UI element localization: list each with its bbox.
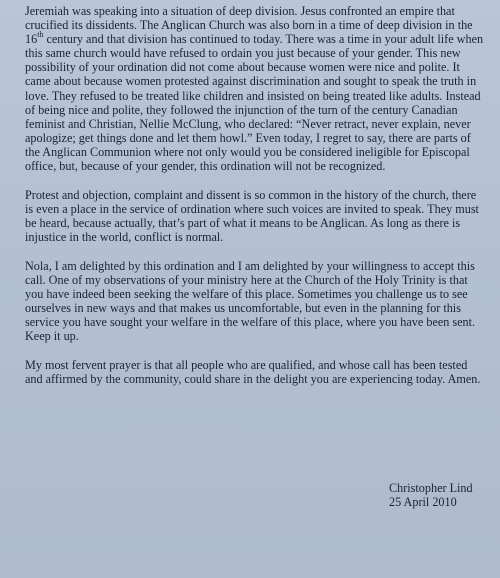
signature-date: 25 April 2010 (389, 495, 457, 510)
letter-body (25, 4, 487, 401)
signature-name: Christopher Lind (389, 481, 473, 495)
paragraph-1 (25, 4, 487, 173)
paragraph-2: Protest and objection, complaint and dissent is so common in the history of the church, there is even a place in the service of ordination where such voices are invited to speak. They must be heard, because actually, that’s part of what it means to be Anglican. As long as there is injustice in the world, conflict is normal. (25, 187, 479, 244)
paragraph-1-part-2: century and that division has continued to today. There was a time in your adult life when this same church would have refused to ordain you just because of your gender. This new possibility of your ordination did not come about because women were nice and polite. It came about because women protested against discrimination and sought to speak the truth in love. They refused to be treated like children and insisted on being treated like adults. Instead of being nice and polite, they followed the injunction of the turn of the century Canadian feminist and Christian, Nellie McClung, who declared: “Never retract, never explain, never apologize; get things done and let them howl.” Even today, I regret to say, there are parts of the Anglican Communion where not only would you be considered ineligible for Episcopal office, but, because of your gender, this ordination will not be recognized. (25, 32, 484, 174)
ordinal-superscript: th (37, 30, 44, 40)
paragraph-4: My most fervent prayer is that all people who are qualified, and whose call has been tested and affirmed by the community, could share in the delight you are experiencing today. Amen. (25, 357, 481, 386)
paragraph-3: Nola, I am delighted by this ordination and I am delighted by your willingness to accept this call. One of my observations of your ministry here at the Church of the Holy Trinity is that you have indeed been seeking the welfare of this place. Sometimes you challenge us to see ourselves in new ways and that makes us uncomfortable, but even in the planning for this service you have sought your welfare in the welfare of this place, where you have been sent. Keep it up. (25, 258, 476, 344)
signature-block (389, 481, 473, 509)
paragraph-1-part-1: Jeremiah was speaking into a situation of deep division. Jesus confronted an empire that crucified its dissidents. The Anglican Church was also born in a time of deep division in the 16 (25, 4, 473, 47)
